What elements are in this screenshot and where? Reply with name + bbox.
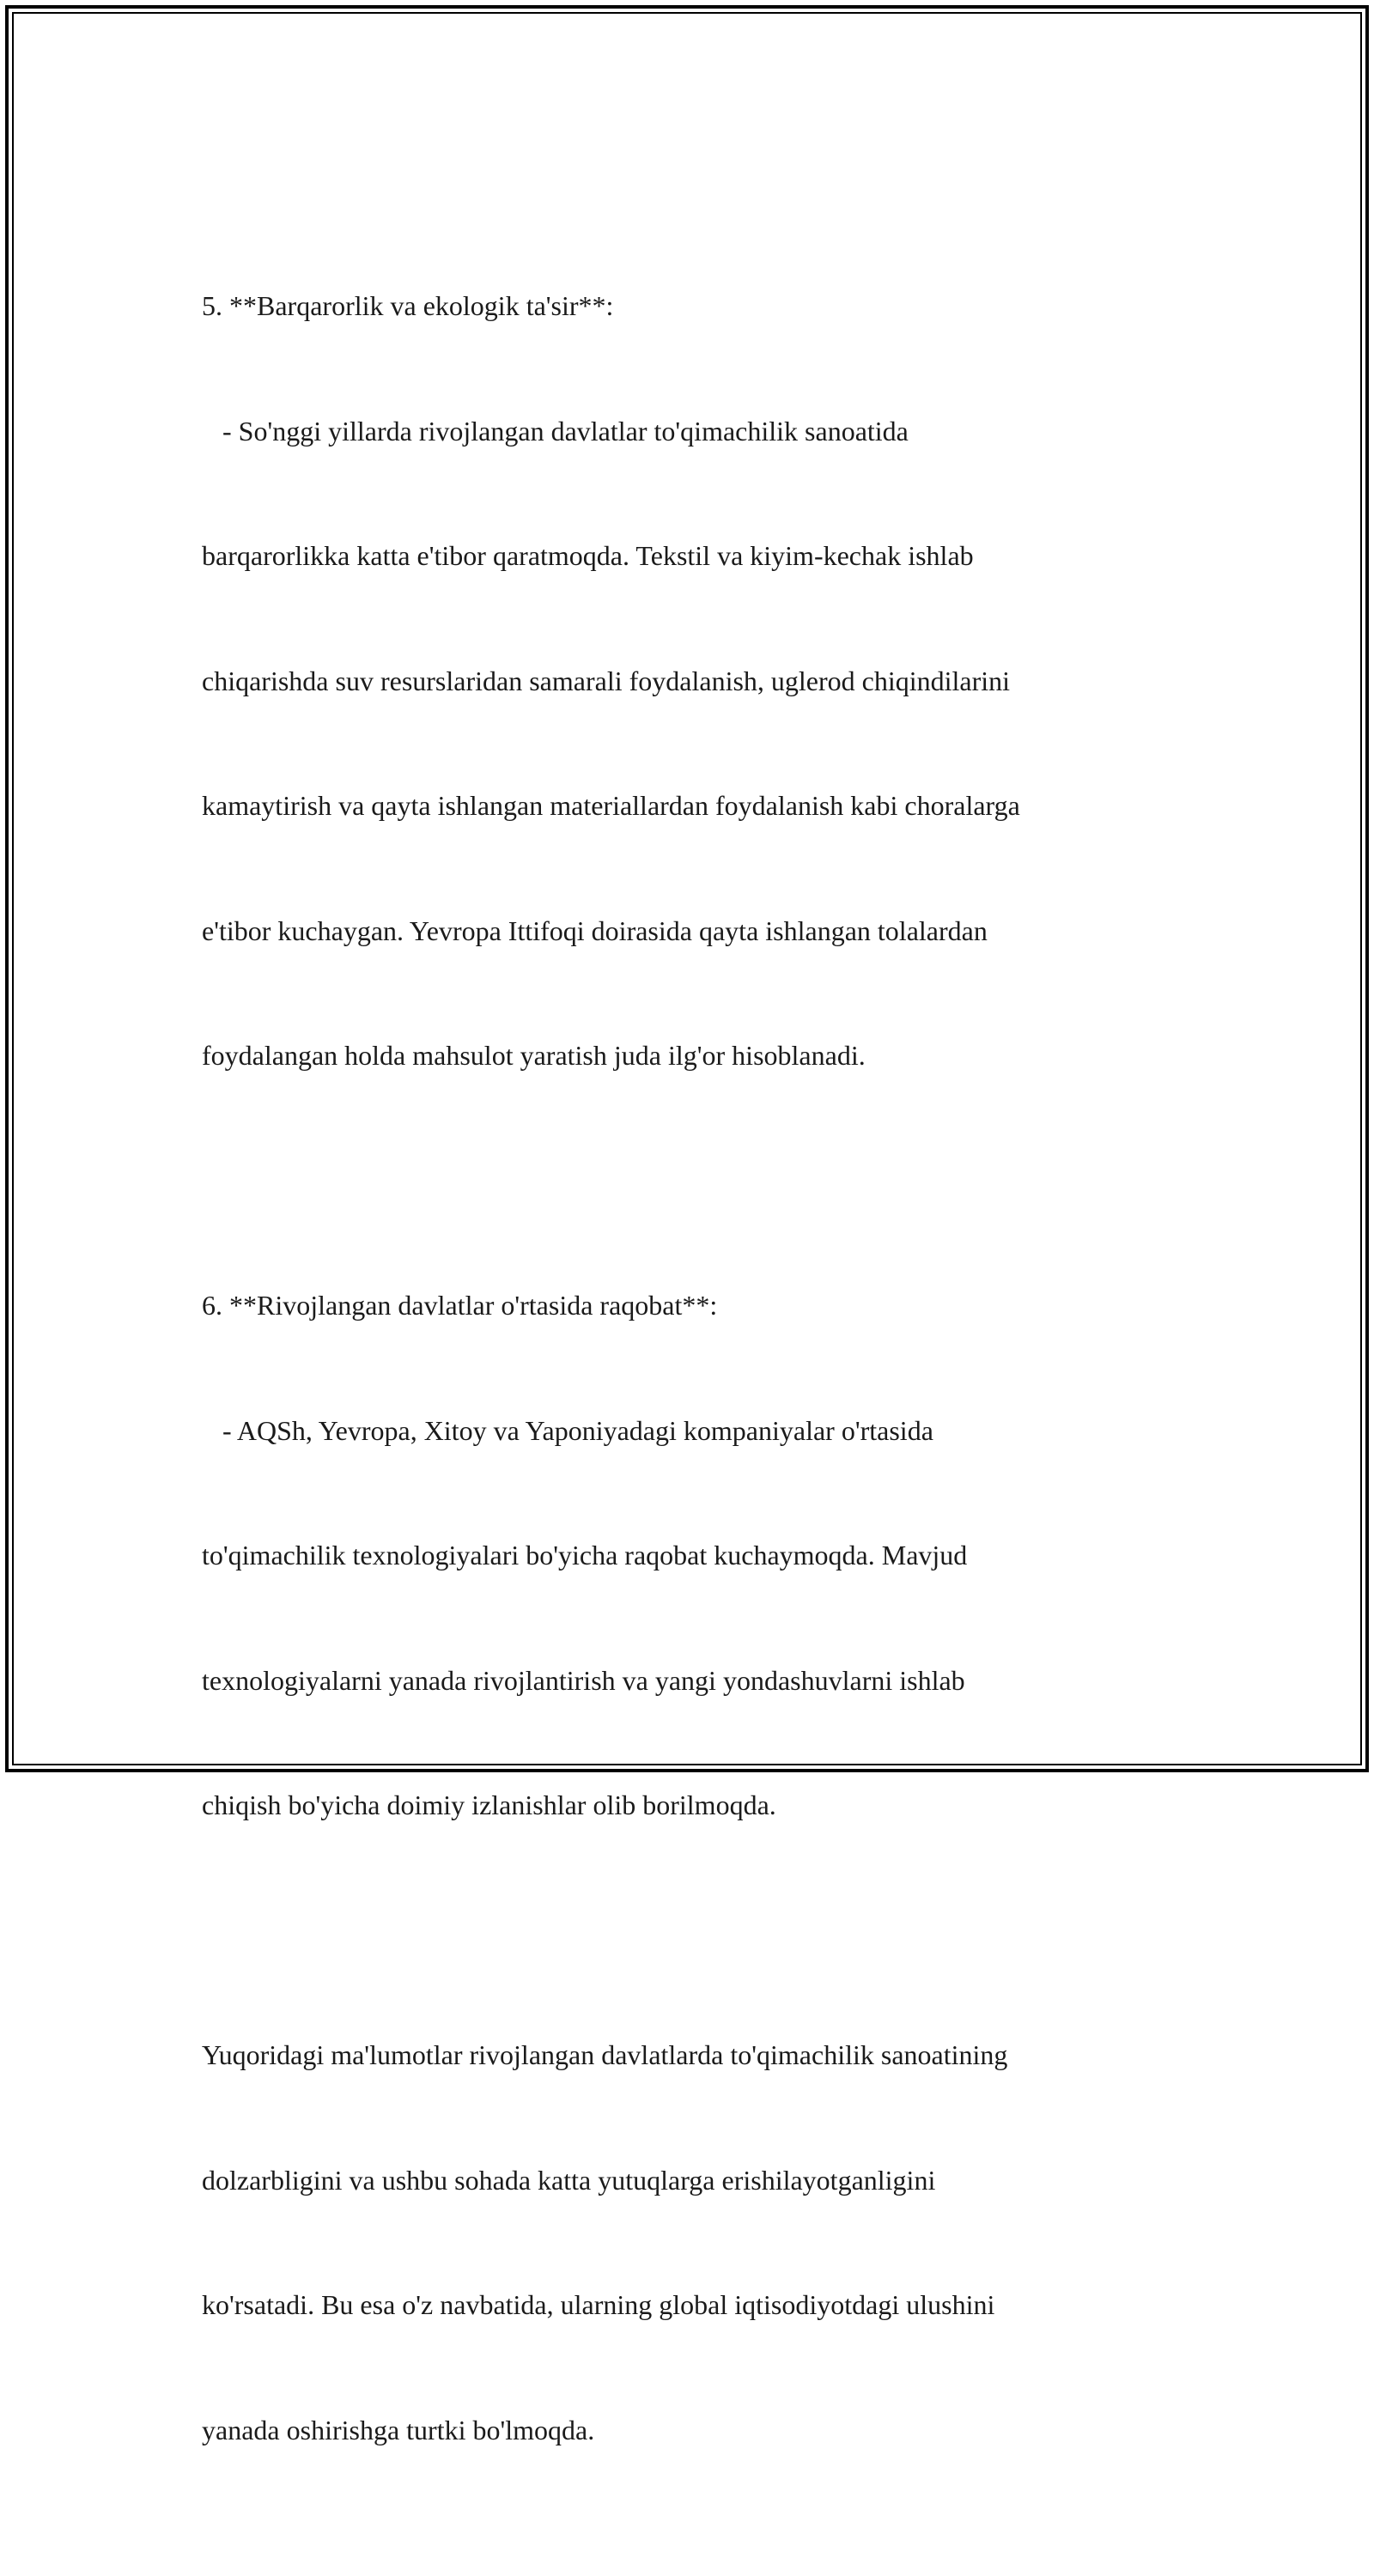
conclusion-line: dolzarbligini va ushbu sohada katta yutuqlarga erishilayotganligini	[202, 2164, 936, 2196]
document-body	[202, 202, 1189, 2576]
section-6-line: texnologiyalarni yanada rivojlantirish va yangi yondashuvlarni ishlab	[202, 1664, 965, 1696]
section-5-line: foydalangan holda mahsulot yaratish juda ilg'or hisoblanadi.	[202, 1040, 866, 1071]
section-6-line: - AQSh, Yevropa, Xitoy va Yaponiyadagi kompaniyalar o'rtasida	[202, 1414, 933, 1446]
section-6-line: chiqish bo'yicha doimiy izlanishlar olib borilmoqda.	[202, 1789, 776, 1820]
section-5-line: kamaytirish va qayta ishlangan materiallardan foydalanish kabi choralarga	[202, 790, 1020, 821]
section-5-heading: 5. **Barqarorlik va ekologik ta'sir**:	[202, 290, 614, 321]
section-5-line: e'tibor kuchaygan. Yevropa Ittifoqi doirasida qayta ishlangan tolalardan	[202, 914, 988, 946]
section-5-line: barqarorlikka katta e'tibor qaratmoqda. Tekstil va kiyim-kechak ishlab	[202, 540, 974, 571]
conclusion-line: yanada oshirishga turtki bo'lmoqda.	[202, 2414, 595, 2445]
conclusion-line: ko'rsatadi. Bu esa o'z navbatida, ularning global iqtisodiyotdagi ulushini	[202, 2289, 995, 2320]
section-6	[202, 1201, 1189, 1910]
conclusion-line: Yuqoridagi ma'lumotlar rivojlangan davlatlarda to'qimachilik sanoatining	[202, 2039, 1008, 2070]
section-5-line: - So'nggi yillarda rivojlangan davlatlar to'qimachilik sanoatida	[202, 415, 909, 447]
section-6-heading: 6. **Rivojlangan davlatlar o'rtasida raqobat**:	[202, 1290, 718, 1321]
section-6-line: to'qimachilik texnologiyalari bo'yicha raqobat kuchaymoqda. Mavjud	[202, 1540, 968, 1571]
section-5-line: chiqarishda suv resurslaridan samarali foydalanish, uglerod chiqindilarini	[202, 665, 1011, 696]
section-5	[202, 202, 1189, 1160]
conclusion-paragraph	[202, 1951, 1189, 2534]
